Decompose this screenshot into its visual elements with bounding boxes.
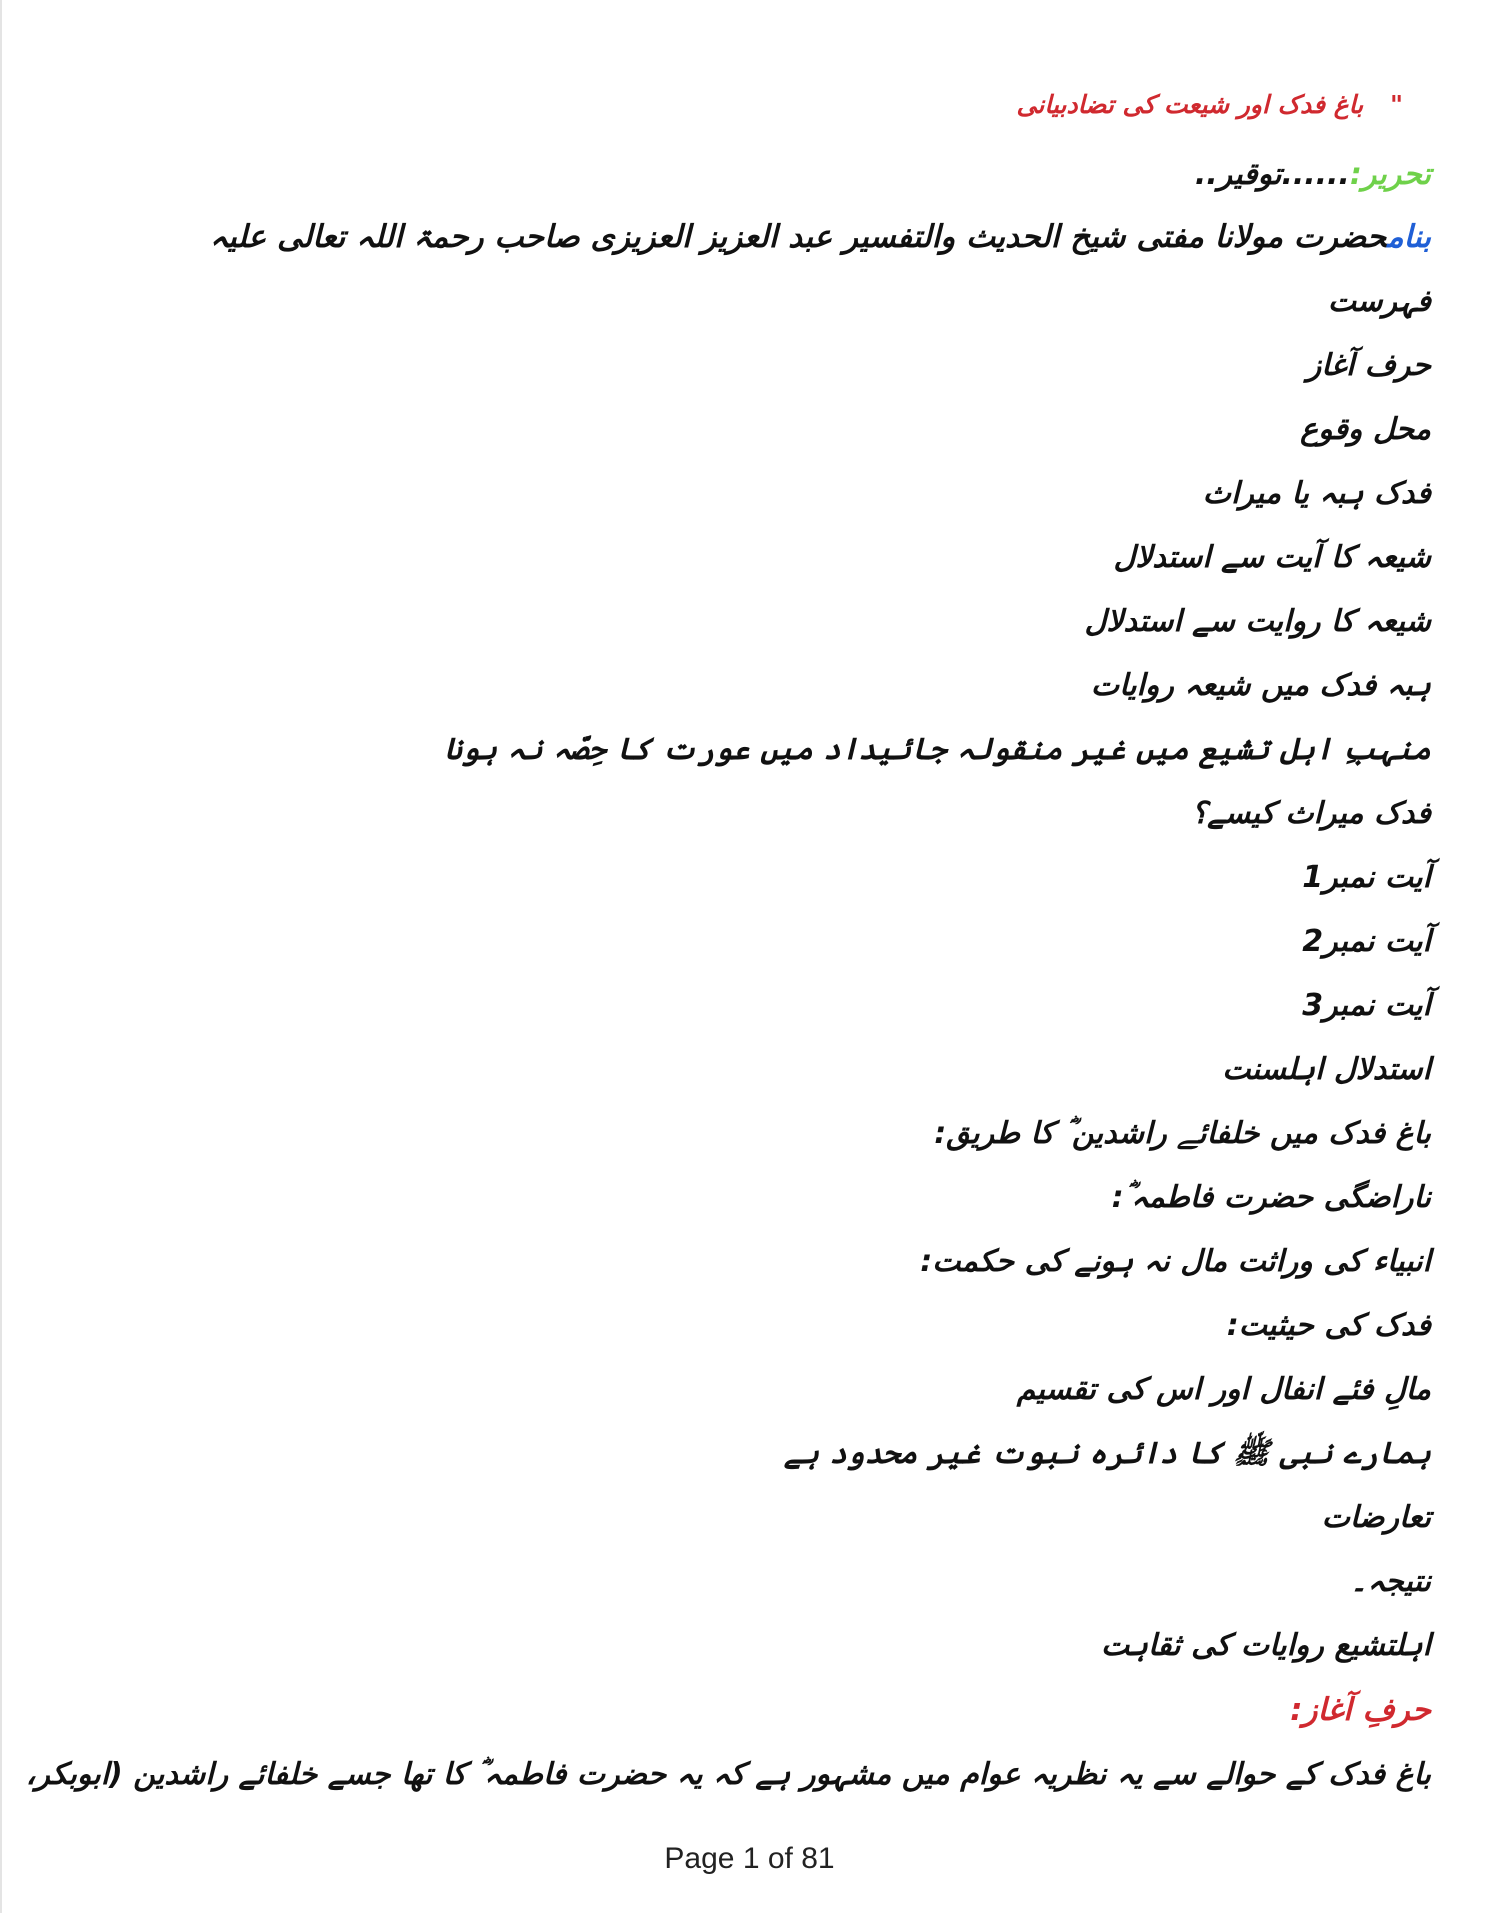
toc-item: اہلتشیع روایات کی ثقاہت	[1100, 1628, 1431, 1663]
title-text: باغ فدک اور شیعت کی تضادبیانی	[1016, 90, 1364, 119]
toc-item: باغ فدک میں خلفائے راشدین ؓ کا طریق:	[934, 1116, 1431, 1151]
page-edge	[0, 0, 2, 1913]
toc-item: ہبہ فدک میں شیعہ روایات	[1090, 668, 1431, 703]
toc-item: تعارضات	[1321, 1500, 1431, 1535]
toc-item: انبیاء کی وراثت مال نہ ہونے کی حکمت:	[920, 1244, 1431, 1279]
author-line	[71, 146, 1431, 204]
page-number: Page 1 of 81	[664, 1842, 835, 1875]
toc-item: ناراضگی حضرت فاطمہ ؓ:	[1111, 1180, 1431, 1215]
toc-item: نتیجہ۔	[1350, 1564, 1431, 1599]
author-name: ......توقیر..	[1194, 157, 1350, 192]
dedication-line	[71, 204, 1431, 270]
toc-item: آیت نمبر2	[1302, 924, 1431, 959]
toc-heading: فہرست	[1327, 284, 1431, 319]
document-title	[71, 82, 1403, 128]
toc-item: شیعہ کا آیت سے استدلال	[1113, 540, 1431, 575]
toc-item: استدلال اہلسنت	[1222, 1052, 1431, 1087]
title-quote: "	[1389, 90, 1403, 119]
toc-item: آیت نمبر3	[1302, 988, 1431, 1023]
dedication-label: بنام	[1386, 219, 1431, 255]
toc-item: فدک کی حیثیت:	[1226, 1308, 1431, 1343]
toc-item: حرف آغاز	[1306, 348, 1431, 383]
toc-item: ہمارے نبی ﷺ کا دائرہ نبوت غیر محدود ہے	[783, 1436, 1431, 1471]
toc-item: مالِ فئے انفال اور اس کی تقسیم	[1016, 1372, 1431, 1407]
toc-item: آیت نمبر1	[1302, 860, 1431, 895]
toc-item: محل وقوع	[1300, 412, 1431, 447]
table-of-contents	[71, 270, 1431, 1678]
toc-item: شیعہ کا روایت سے استدلال	[1084, 604, 1431, 639]
body-paragraph: باغ فدک کے حوالے سے یہ نظریہ عوام میں مشہور ہے کہ یہ حضرت فاطمہ ؓ کا تھا جسے خلفائے راشدین (ابوبکر،	[25, 1757, 1431, 1792]
toc-item: فدک میراث کیسے؟	[1191, 796, 1431, 831]
document-body	[25, 82, 1431, 1808]
dedication-text: حضرت مولانا مفتی شیخ الحدیث والتفسیر عبد العزیز العزیزی صاحب رحمۃ اللہ تعالی علیہ	[209, 219, 1387, 255]
section-heading: حرفِ آغاز:	[1290, 1692, 1431, 1728]
toc-item: منہبِ اہل تشیع میں غیر منقولہ جائیداد میں عورت کا حِصّہ نہ ہونا	[444, 732, 1431, 767]
toc-item: فدک ہبہ یا میراث	[1202, 476, 1431, 511]
author-label: تحریر:	[1349, 157, 1431, 192]
